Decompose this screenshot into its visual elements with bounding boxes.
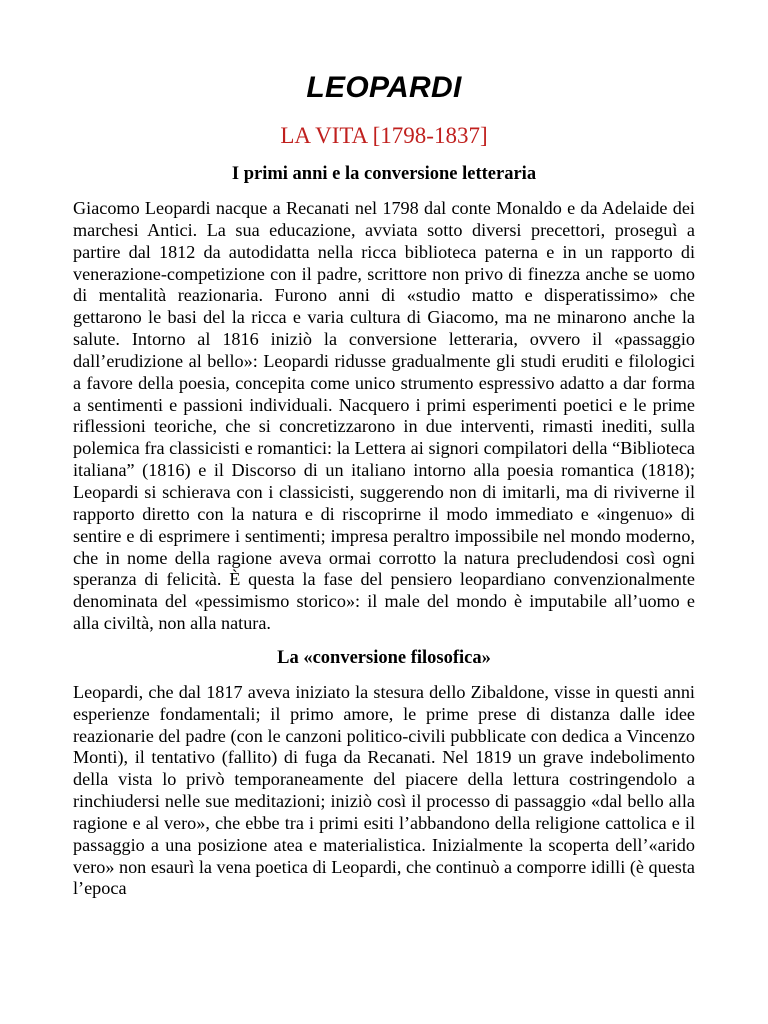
document-subtitle: LA VITA [1798-1837] (280, 123, 488, 148)
section-paragraph-primi-anni: Giacomo Leopardi nacque a Recanati nel 1798 dal conte Monaldo e da Adelaide dei marchesi Antici. La sua educazione, avviata sotto diversi precettori, proseguì a partire dal 1812 da autodidatta nella ricca biblioteca paterna e in un rapporto di venerazione-competizione con il padre, scrittore non privo di finezza anche se uomo di mentalità reazionaria. Furono anni di «studio matto e disperatissimo» che gettarono le basi del la ricca e varia cultura di Giacomo, ma ne minarono anche la salute. Intorno al 1816 iniziò la conversione letteraria, ovvero il «passaggio dall’erudizione al bello»: Leopardi ridusse gradualmente gli studi eruditi e filologici a favore della poesia, concepita come unico strumento espressivo adatto a dar forma a sentimenti e passioni individuali. Nacquero i primi esperimenti poetici e le prime riflessioni teoriche, che si concretizzarono in due interventi, rimasti inediti, sulla polemica fra classicisti e romantici: la Lettera ai signori compilatori della “Biblioteca italiana” (1816) e il Discorso di un italiano intorno alla poesia romantica (1818); Leopardi si schierava con i classicisti, suggerendo non di imitarli, ma di riviverne il rapporto diretto con la natura e di riscoprirne il modo immediato e «ingenuo» di sentire e di esprimere i sentimenti; impresa peraltro impossibile nel mondo moderno, che in nome della ragione aveva ormai corrotto la natura precludendosi così ogni speranza di felicità. È questa la fase del pensiero leopardiano convenzionalmente denominata del «pessimismo storico»: il male del mondo è imputabile all’uomo e alla civiltà, non alla natura. (73, 198, 695, 634)
section-heading-conversione-filosofica: La «conversione filosofica» (277, 647, 491, 668)
document-title: LEOPARDI (306, 71, 462, 104)
section-paragraph-conversione-filosofica: Leopardi, che dal 1817 aveva iniziato la stesura dello Zibaldone, visse in questi anni esperienze fondamentali; il primo amore, le prime prese di distanza dalle idee reazionarie del padre (con le canzoni politico-civili pubblicate con dedica a Vincenzo Monti), il tentativo (fallito) di fuga da Recanati. Nel 1819 un grave indebolimento della vista lo privò temporaneamente del piacere della lettura costringendolo a rinchiudersi nelle sue meditazioni; iniziò così il processo di passaggio «dal bello alla ragione e al vero», che ebbe tra i primi esiti l’abbandono della religione cattolica e il passaggio a una posizione atea e materialistica. Inizialmente la scoperta dell’«arido vero» non esaurì la vena poetica di Leopardi, che continuò a comporre idilli (è questa l’epoca (73, 681, 695, 899)
section-heading-primi-anni: I primi anni e la conversione letteraria (231, 164, 537, 184)
